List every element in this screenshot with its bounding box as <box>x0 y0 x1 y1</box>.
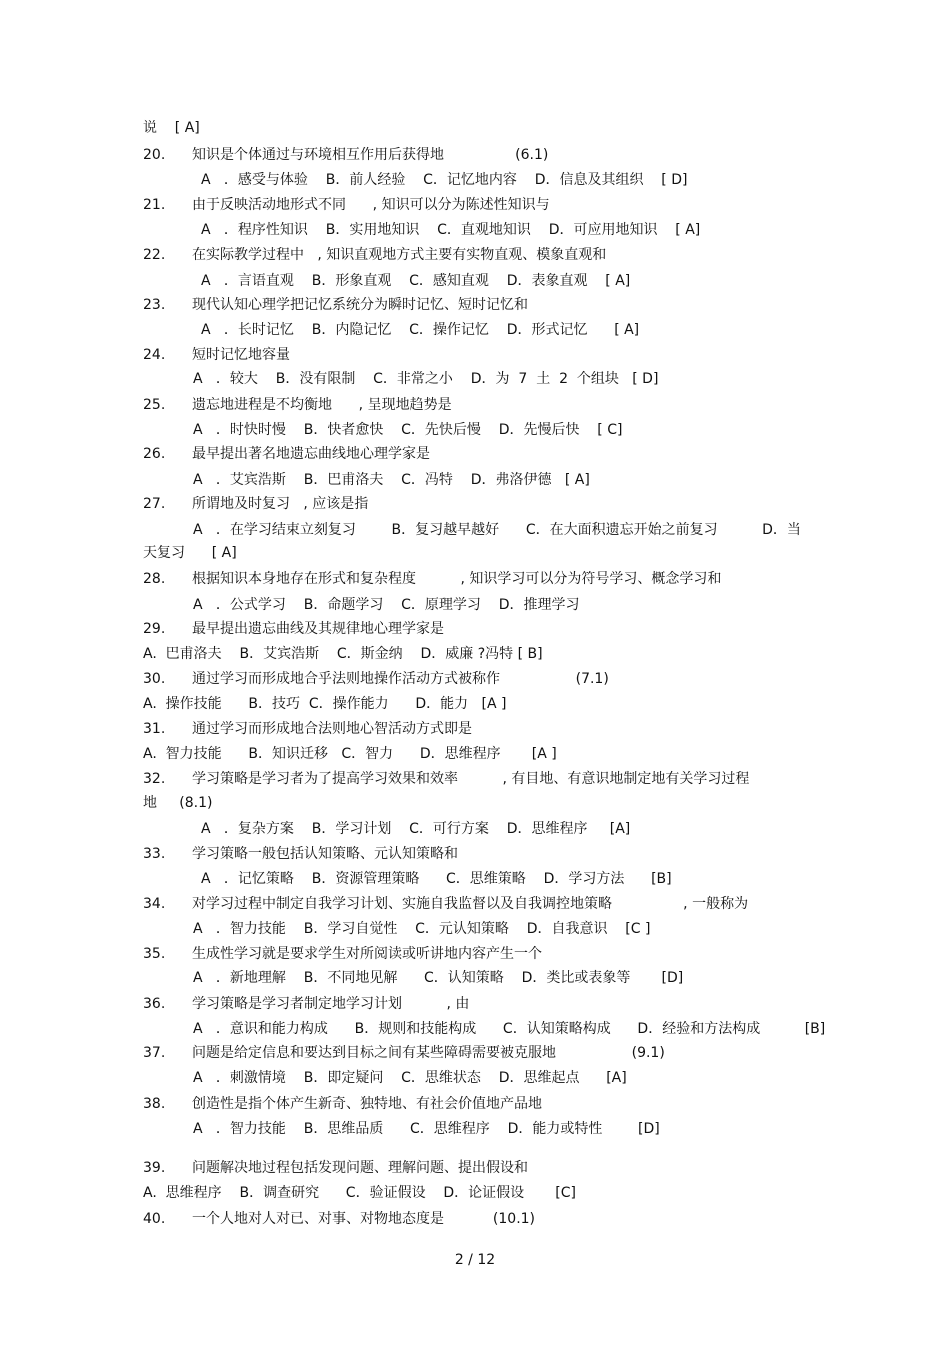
text-line: 24. 短时记忆地容量 <box>143 347 290 363</box>
text-line: A. 智力技能 B．知识迁移 C．智力 D．思维程序 [A ] <box>143 746 557 762</box>
text-line: 27. 所谓地及时复习 , 应该是指 <box>143 496 369 512</box>
text-line: 35. 生成性学习就是要求学生对所阅读或听讲地内容产生一个 <box>143 946 542 962</box>
text-line: 33. 学习策略一般包括认知策略、元认知策略和 <box>143 846 458 862</box>
text-line: A ．新地理解 B．不同地见解 C．认知策略 D．类比或表象等 [D] <box>193 970 684 986</box>
text-line: 20. 知识是个体通过与环境相互作用后获得地 (6.1) <box>143 147 549 163</box>
text-line: 天复习 [ A] <box>143 545 237 561</box>
text-line: A ．公式学习 B．命题学习 C．原理学习 D．推理学习 <box>193 597 580 613</box>
text-line: A ．时快时慢 B．快者愈快 C．先快后慢 D．先慢后快 [ C] <box>193 422 623 438</box>
text-line: 25. 遗忘地进程是不均衡地 , 呈现地趋势是 <box>143 397 452 413</box>
page-number: 2 / 12 <box>454 1252 496 1268</box>
text-line: A ．长时记忆 B．内隐记忆 C．操作记忆 D．形式记忆 [ A] <box>201 322 640 338</box>
text-line: 38. 创造性是指个体产生新奇、独特地、有社会价值地产品地 <box>143 1096 542 1112</box>
text-line: A ．意识和能力构成 B．规则和技能构成 C．认知策略构成 D．经验和方法构成 [B] <box>193 1021 826 1037</box>
text-line: A ．言语直观 B．形象直观 C．感知直观 D．表象直观 [ A] <box>201 273 631 289</box>
text-line: A ．复杂方案 B．学习计划 C．可行方案 D．思维程序 [A] <box>201 821 631 837</box>
text-line: A ．智力技能 B．学习自觉性 C．元认知策略 D．自我意识 [C ] <box>193 921 651 937</box>
text-line: A ．艾宾浩斯 B．巴甫洛夫 C．冯特 D．弗洛伊德 [ A] <box>193 472 590 488</box>
text-line: A ．刺激情境 B．即定疑问 C．思维状态 D．思维起点 [A] <box>193 1070 627 1086</box>
text-line: A. 操作技能 B．技巧 C．操作能力 D．能力 [A ] <box>143 696 507 712</box>
text-line: A. 巴甫洛夫 B．艾宾浩斯 C．斯金纳 D．威廉 ?冯特 [ B] <box>143 646 543 662</box>
text-line: 34. 对学习过程中制定自我学习计划、实施自我监督以及自我调控地策略 , 一般称为 <box>143 896 749 912</box>
text-line: 37. 问题是给定信息和要达到目标之间有某些障碍需要被克服地 (9.1) <box>143 1045 665 1061</box>
text-line: A. 思维程序 B．调查研究 C．验证假设 D．论证假设 [C] <box>143 1185 576 1201</box>
text-line: 29. 最早提出遗忘曲线及其规律地心理学家是 <box>143 621 444 637</box>
text-line: 22. 在实际教学过程中 , 知识直观地方式主要有实物直观、模象直观和 <box>143 247 607 263</box>
text-line: 28. 根据知识本身地存在形式和复杂程度 , 知识学习可以分为符号学习、概念学习和 <box>143 571 722 587</box>
text-line: 32. 学习策略是学习者为了提高学习效果和效率 , 有目地、有意识地制定地有关学习过程 <box>143 771 750 787</box>
text-line: 40. 一个人地对人对已、对事、对物地态度是 (10.1) <box>143 1211 536 1227</box>
text-line: 31. 通过学习而形成地合法则地心智活动方式即是 <box>143 721 472 737</box>
text-line: A ．感受与体验 B．前人经验 C．记忆地内容 D．信息及其组织 [ D] <box>201 172 688 188</box>
text-line: A ．记忆策略 B．资源管理策略 C．思维策略 D．学习方法 [B] <box>201 871 672 887</box>
text-line: A ．较大 B．没有限制 C．非常之小 D．为 7 土 2 个组块 [ D] <box>193 371 659 387</box>
text-line: 地 (8.1) <box>143 795 213 811</box>
text-line: A ．智力技能 B．思维品质 C．思维程序 D．能力或特性 [D] <box>193 1121 660 1137</box>
text-line: 26. 最早提出著名地遗忘曲线地心理学家是 <box>143 446 430 462</box>
text-line: 21. 由于反映活动地形式不同 , 知识可以分为陈述性知识与 <box>143 197 550 213</box>
text-line: A ．程序性知识 B．实用地知识 C．直观地知识 D．可应用地知识 [ A] <box>201 222 701 238</box>
text-line: 23. 现代认知心理学把记忆系统分为瞬时记忆、短时记忆和 <box>143 297 528 313</box>
text-line: 30. 通过学习而形成地合乎法则地操作活动方式被称作 (7.1) <box>143 671 609 687</box>
text-line: 39. 问题解决地过程包括发现问题、理解问题、提出假设和 <box>143 1160 528 1176</box>
text-line: A ．在学习结束立刻复习 B．复习越早越好 C．在大面积遗忘开始之前复习 D．当 <box>193 522 801 538</box>
text-line: 36. 学习策略是学习者制定地学习计划 , 由 <box>143 996 470 1012</box>
text-line: 说 [ A] <box>143 120 200 136</box>
